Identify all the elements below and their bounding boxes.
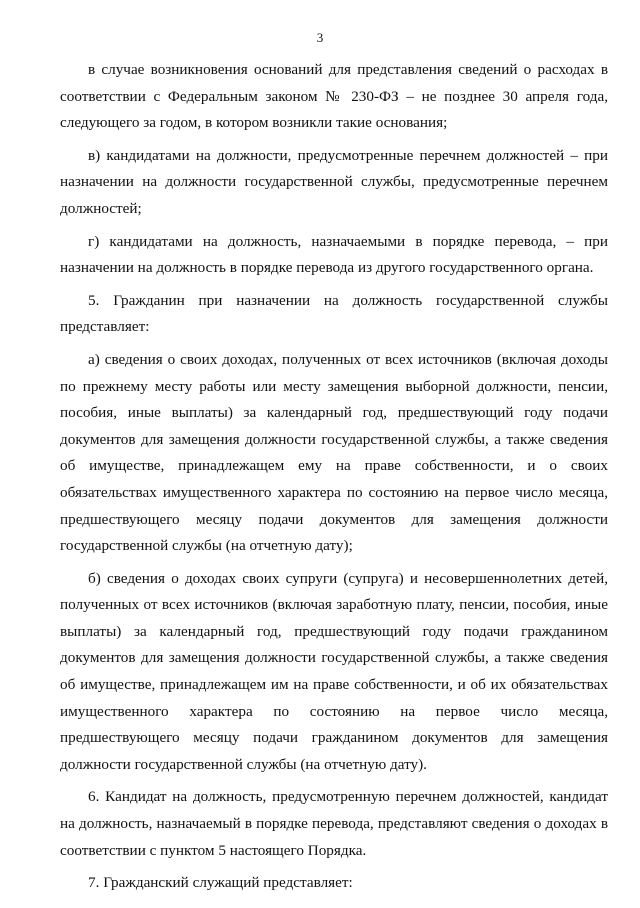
paragraph-section-7: 7. Гражданский служащий представляет: <box>88 874 353 892</box>
paragraph-expenses-deadline: в случае возникновения оснований для представления сведений о расходах в соответствии с Федеральным законом № 230-ФЗ – не позднее 30 апреля года, следующего за годом, в котором возникли такие основания; <box>60 61 608 132</box>
document-body <box>60 57 608 897</box>
paragraph-item-g: г) кандидатами на должность, назначаемыми в порядке перевода, – при назначении на должность в порядке перевода из другого государственного органа. <box>60 232 608 277</box>
paragraph-item-v: в) кандидатами на должности, предусмотренные перечнем должностей – при назначении на должности государственной службы, предусмотренные перечнем должностей; <box>60 146 608 217</box>
paragraph-item-b: б) сведения о доходах своих супруги (супруга) и несовершеннолетних детей, полученных от всех источников (включая заработную плату, пенсии, пособия, иные выплаты) за календарный год, предшествующий году подачи гражданином документов для замещения должности государственной службы, а также сведения об имуществе, принадлежащем им на праве собственности, и об их обязательствах имущественного характера по состоянию на первое число месяца, предшествующего месяцу подачи гражданином документов для замещения должности государственной службы (на отчетную дату). <box>60 569 608 773</box>
paragraph-item-a: а) сведения о своих доходах, полученных от всех источников (включая доходы по прежнему месту работы или месту замещения выборной должности, пенсии, пособия, иные выплаты) за календарный год, предшествующий году подачи документов для замещения должности государственной службы, а также сведения об имуществе, принадлежащем ему на праве собственности, и о своих обязательствах имущественного характера по состоянию на первое число месяца, предшествующего месяцу подачи документов для замещения должности государственной службы (на отчетную дату); <box>60 350 608 555</box>
page-number: 3 <box>316 30 324 45</box>
paragraph-section-5: 5. Гражданин при назначении на должность государственной службы представляет: <box>60 291 608 336</box>
paragraph-section-6: 6. Кандидат на должность, предусмотренную перечнем должностей, кандидат на должность, назначаемый в порядке перевода, представляют сведения о доходах в соответствии с пунктом 5 настоящего Порядка. <box>60 788 608 859</box>
